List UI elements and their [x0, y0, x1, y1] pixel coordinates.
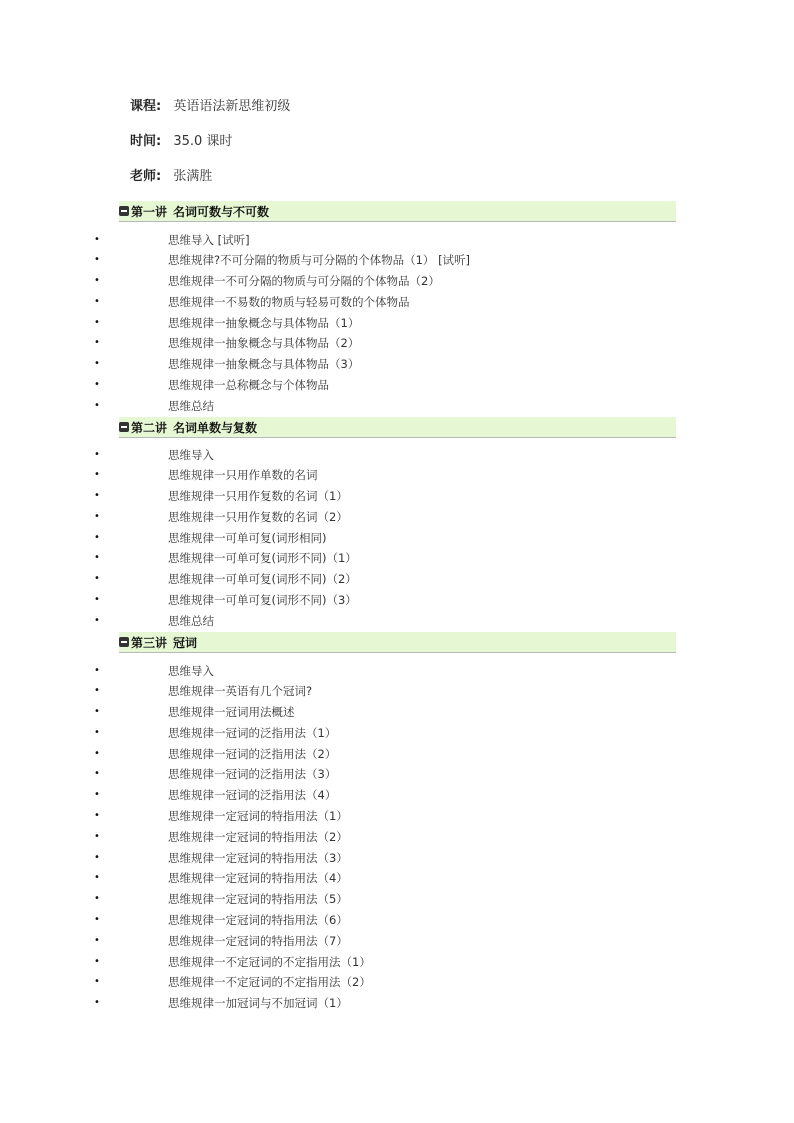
- section-header[interactable]: [119, 201, 676, 222]
- lesson-title[interactable]: 思维导入 [试听]: [168, 232, 250, 247]
- bullet-icon: •: [94, 594, 100, 606]
- lesson-title[interactable]: 思维导入: [168, 447, 214, 462]
- lesson-title[interactable]: 思维规律一不可分隔的物质与可分隔的个体物品（2）: [168, 274, 440, 289]
- lesson-item[interactable]: [0, 785, 794, 806]
- lesson-list: [0, 230, 794, 417]
- lesson-title[interactable]: 思维规律一可单可复(词形相同): [168, 530, 327, 545]
- teacher-label: 老师:: [130, 169, 162, 184]
- teacher-name: 张满胜: [173, 169, 213, 184]
- lesson-item[interactable]: [0, 952, 794, 973]
- lesson-title[interactable]: 思维规律一可单可复(词形不同)（3）: [168, 593, 357, 608]
- lesson-item[interactable]: [0, 702, 794, 723]
- lesson-title[interactable]: 思维规律一只用作复数的名词（2）: [168, 509, 348, 524]
- lesson-item[interactable]: [0, 764, 794, 785]
- lesson-item[interactable]: [0, 445, 794, 466]
- bullet-icon: •: [94, 747, 100, 759]
- section-header[interactable]: [119, 417, 676, 438]
- collapse-icon[interactable]: [119, 422, 129, 432]
- lesson-title[interactable]: 思维规律一可单可复(词形不同)（1）: [168, 551, 357, 566]
- lesson-title[interactable]: 思维规律一定冠词的特指用法（4）: [168, 871, 348, 886]
- lesson-item[interactable]: [0, 396, 794, 417]
- lesson-title[interactable]: 思维规律一冠词的泛指用法（1）: [168, 725, 337, 740]
- bullet-icon: •: [94, 233, 100, 245]
- lesson-item[interactable]: [0, 723, 794, 744]
- bullet-icon: •: [94, 872, 100, 884]
- lesson-title[interactable]: 思维规律一定冠词的特指用法（5）: [168, 892, 348, 907]
- lesson-item[interactable]: [0, 590, 794, 611]
- lesson-title[interactable]: 思维规律一定冠词的特指用法（3）: [168, 850, 348, 865]
- bullet-icon: •: [94, 448, 100, 460]
- bullet-icon: •: [94, 768, 100, 780]
- lesson-title[interactable]: 思维总结: [168, 398, 214, 413]
- bullet-icon: •: [94, 573, 100, 585]
- lesson-title[interactable]: 思维导入: [168, 663, 214, 678]
- bullet-icon: •: [94, 510, 100, 522]
- section-header[interactable]: [119, 632, 676, 653]
- bullet-icon: •: [94, 337, 100, 349]
- bullet-icon: •: [94, 295, 100, 307]
- bullet-icon: •: [94, 726, 100, 738]
- bullet-icon: •: [94, 490, 100, 502]
- teacher-row: [130, 168, 212, 186]
- lesson-title[interactable]: 思维规律一冠词的泛指用法（2）: [168, 746, 337, 761]
- lesson-item[interactable]: [0, 827, 794, 848]
- lesson-title[interactable]: 思维规律一冠词的泛指用法（4）: [168, 788, 337, 803]
- lesson-title[interactable]: 思维规律一不定冠词的不定指用法（1）: [168, 954, 371, 969]
- bullet-icon: •: [94, 664, 100, 676]
- lesson-title[interactable]: 思维规律一总称概念与个体物品: [168, 378, 329, 393]
- lesson-item[interactable]: [0, 486, 794, 507]
- lesson-title[interactable]: 思维规律一抽象概念与具体物品（1）: [168, 315, 360, 330]
- section-number: 第一讲: [131, 204, 168, 219]
- lesson-item[interactable]: [0, 528, 794, 549]
- lesson-item[interactable]: [0, 972, 794, 993]
- bullet-icon: •: [94, 830, 100, 842]
- lesson-title[interactable]: 思维规律一定冠词的特指用法（7）: [168, 933, 348, 948]
- section-number: 第三讲: [131, 635, 168, 650]
- section-number: 第二讲: [131, 420, 168, 435]
- lesson-item[interactable]: [0, 889, 794, 910]
- bullet-icon: •: [94, 316, 100, 328]
- lesson-item[interactable]: [0, 868, 794, 889]
- section-title: 冠词: [173, 635, 198, 650]
- lesson-title[interactable]: 思维规律一定冠词的特指用法（1）: [168, 809, 348, 824]
- lesson-title[interactable]: 思维规律一定冠词的特指用法（2）: [168, 829, 348, 844]
- lesson-item[interactable]: [0, 931, 794, 952]
- lesson-title[interactable]: 思维规律一加冠词与不加冠词（1）: [168, 996, 348, 1011]
- lesson-item[interactable]: [0, 848, 794, 869]
- lesson-item[interactable]: [0, 661, 794, 682]
- bullet-icon: •: [94, 469, 100, 481]
- lesson-title[interactable]: 思维总结: [168, 613, 214, 628]
- lesson-item[interactable]: [0, 333, 794, 354]
- bullet-icon: •: [94, 531, 100, 543]
- lesson-item[interactable]: [0, 507, 794, 528]
- bullet-icon: •: [94, 810, 100, 822]
- section-title: 名词单数与复数: [173, 420, 258, 435]
- lesson-title[interactable]: 思维规律一只用作复数的名词（1）: [168, 489, 348, 504]
- lesson-item[interactable]: [0, 806, 794, 827]
- collapse-icon[interactable]: [119, 206, 129, 216]
- bullet-icon: •: [94, 914, 100, 926]
- time-value: 35.0 课时: [173, 134, 233, 149]
- collapse-icon[interactable]: [119, 637, 129, 647]
- lesson-list: [0, 661, 794, 1015]
- section-title: 名词可数与不可数: [173, 204, 270, 219]
- lesson-title[interactable]: 思维规律一英语有几个冠词?: [168, 684, 313, 699]
- lesson-item[interactable]: [0, 744, 794, 765]
- bullet-icon: •: [94, 254, 100, 266]
- bullet-icon: •: [94, 706, 100, 718]
- lesson-title[interactable]: 思维规律一抽象概念与具体物品（2）: [168, 336, 360, 351]
- lesson-title[interactable]: 思维规律一可单可复(词形不同)（2）: [168, 572, 357, 587]
- bullet-icon: •: [94, 552, 100, 564]
- bullet-icon: •: [94, 893, 100, 905]
- lesson-item[interactable]: [0, 993, 794, 1014]
- bullet-icon: •: [94, 976, 100, 988]
- time-label: 时间:: [130, 134, 162, 149]
- lesson-item[interactable]: [0, 548, 794, 569]
- bullet-icon: •: [94, 275, 100, 287]
- course-title: 英语语法新思维初级: [173, 99, 291, 114]
- bullet-icon: •: [94, 685, 100, 697]
- lesson-title[interactable]: 思维规律一冠词的泛指用法（3）: [168, 767, 337, 782]
- bullet-icon: •: [94, 399, 100, 411]
- lesson-item[interactable]: [0, 292, 794, 313]
- bullet-icon: •: [94, 851, 100, 863]
- lesson-item[interactable]: [0, 681, 794, 702]
- time-row: [130, 133, 232, 151]
- bullet-icon: •: [94, 955, 100, 967]
- lesson-item[interactable]: [0, 250, 794, 271]
- lesson-item[interactable]: [0, 611, 794, 632]
- course-row: [130, 98, 290, 116]
- course-label: 课程:: [130, 99, 162, 114]
- lesson-title[interactable]: 思维规律一定冠词的特指用法（6）: [168, 913, 348, 928]
- lesson-item[interactable]: [0, 910, 794, 931]
- bullet-icon: •: [94, 358, 100, 370]
- lesson-title[interactable]: 思维规律一不定冠词的不定指用法（2）: [168, 975, 371, 990]
- bullet-icon: •: [94, 997, 100, 1009]
- bullet-icon: •: [94, 789, 100, 801]
- lesson-item[interactable]: [0, 569, 794, 590]
- lesson-item[interactable]: [0, 230, 794, 251]
- lesson-title[interactable]: 思维规律一不易数的物质与轻易可数的个体物品: [168, 294, 410, 309]
- lesson-title[interactable]: 思维规律一冠词用法概述: [168, 705, 295, 720]
- lesson-title[interactable]: 思维规律一抽象概念与具体物品（3）: [168, 357, 360, 372]
- bullet-icon: •: [94, 379, 100, 391]
- lesson-list: [0, 445, 794, 632]
- bullet-icon: •: [94, 934, 100, 946]
- bullet-icon: •: [94, 614, 100, 626]
- lesson-item[interactable]: [0, 465, 794, 486]
- lesson-item[interactable]: [0, 271, 794, 292]
- lesson-item[interactable]: [0, 375, 794, 396]
- lesson-title[interactable]: 思维规律一只用作单数的名词: [168, 468, 318, 483]
- lesson-item[interactable]: [0, 313, 794, 334]
- lesson-item[interactable]: [0, 354, 794, 375]
- lesson-title[interactable]: 思维规律?不可分隔的物质与可分隔的个体物品（1） [试听]: [168, 253, 471, 268]
